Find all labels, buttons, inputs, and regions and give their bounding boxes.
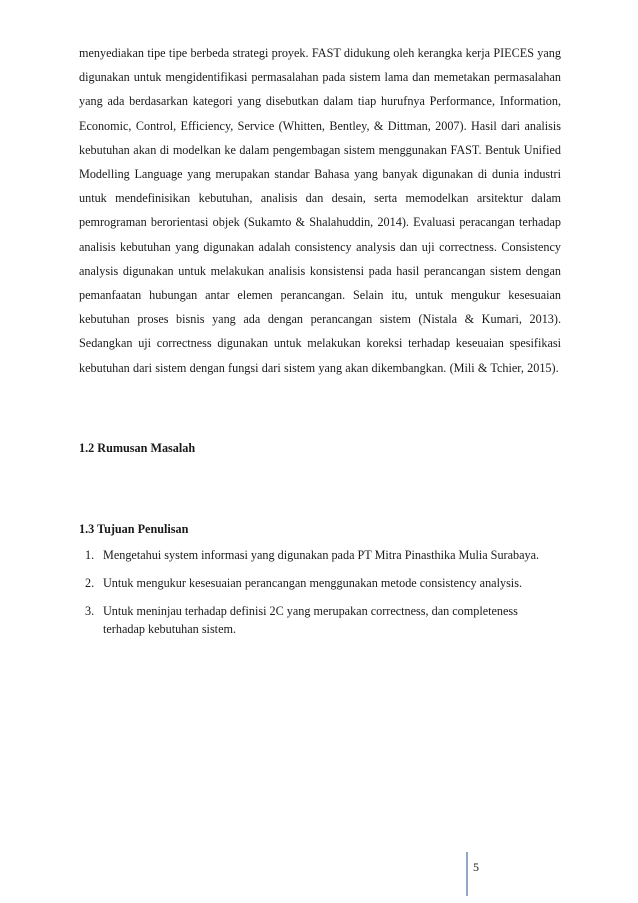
body-paragraph: menyediakan tipe tipe berbeda strategi proyek. FAST didukung oleh kerangka kerja PIECES yang digunakan untuk mengidentifikasi permasalahan pada sistem lama dan memetakan permasalahan yang ada berdasarkan kategori yang disebutkan dalam tiap hurufnya Performance, Information, Economic, Control, Efficiency, Service (Whitten, Bentley, & Dittman, 2007). Hasil dari analisis kebutuhan akan di modelkan ke dalam pengembagan sistem menggunakan FAST. Bentuk Unified Modelling Language yang merupakan standar Bahasa yang banyak digunakan di dunia industri untuk mendefinisikan kebutuhan, analisis dan desain, serta memodelkan arsitektur dalam pemrograman berorientasi objek (Sukamto & Shalahuddin, 2014). Evaluasi peracangan terhadap analisis kebutuhan yang digunakan adalah consistency analysis dan uji correctness. Consistency analysis digunakan untuk melakukan analisis konsistensi pada hasil perancangan sistem dengan pemanfaatan hubungan antar elemen perancangan. Selain itu, untuk mengukur kesesuaian kebutuhan proses bisnis yang ada dengan perancangan sistem (Nistala & Kumari, 2013). Sedangkan uji correctness digunakan untuk melakukan koreksi terhadap keseuaian spesifikasi kebutuhan dari sistem dengan fungsi dari sistem yang akan dikembangkan. (Mili & Tchier, 2015). — [79, 46, 561, 375]
list-item — [79, 602, 561, 638]
list-item-number: 2. — [85, 576, 95, 590]
list-item-text: Mengetahui system informasi yang digunakan pada PT Mitra Pinasthika Mulia Surabaya. — [103, 548, 540, 562]
list-item — [79, 546, 561, 564]
list-item — [79, 574, 561, 592]
heading-rumusan-masalah: 1.2 Rumusan Masalah — [79, 441, 196, 455]
list-item-text: Untuk mengukur kesesuaian perancangan menggunakan metode consistency analysis. — [103, 576, 522, 590]
list-item-number: 1. — [85, 548, 95, 562]
page-number: 5 — [473, 860, 479, 874]
goals-list — [79, 546, 561, 648]
footer-divider — [466, 852, 468, 896]
list-item-number: 3. — [85, 604, 95, 618]
list-item-text: Untuk meninjau terhadap definisi 2C yang merupakan correctness, dan completeness terhadap kebutuhan sistem. — [103, 604, 518, 636]
heading-tujuan-penulisan: 1.3 Tujuan Penulisan — [79, 522, 189, 536]
